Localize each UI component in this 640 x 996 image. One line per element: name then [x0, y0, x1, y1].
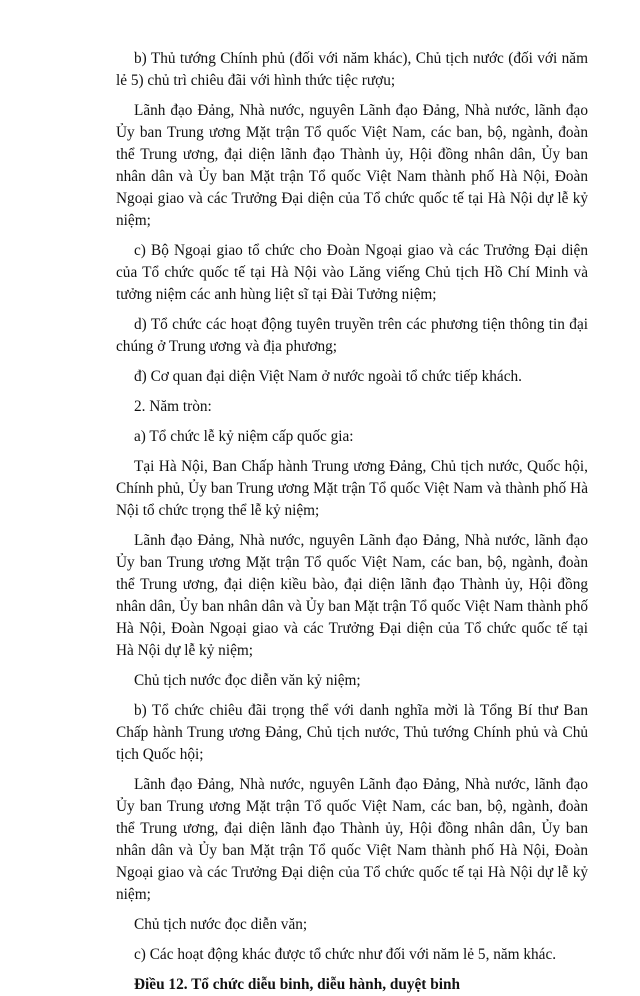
- paragraph: c) Bộ Ngoại giao tổ chức cho Đoàn Ngoại giao và các Trưởng Đại diện của Tổ chức quốc tế tại Hà Nội vào Lăng viếng Chủ tịch Hồ Chí Minh và tưởng niệm các anh hùng liệt sĩ tại Đài Tưởng niệm;: [116, 242, 588, 303]
- paragraph: Lãnh đạo Đảng, Nhà nước, nguyên Lãnh đạo Đảng, Nhà nước, lãnh đạo Ủy ban Trung ương Mặt trận Tổ quốc Việt Nam, các ban, bộ, ngành, đoàn thể Trung ương, đại diện lãnh đạo Thành ủy, Hội đồng nhân dân, Ủy ban nhân dân và Ủy ban Mặt trận Tổ quốc Việt Nam thành phố Hà Nội, Đoàn Ngoại giao và các Trưởng Đại diện của Tổ chức quốc tế tại Hà Nội dự lễ kỷ niệm;: [116, 776, 588, 903]
- article-heading: Điều 12. Tổ chức diễu binh, diễu hành, duyệt binh: [134, 976, 460, 993]
- paragraph: b) Tổ chức chiêu đãi trọng thể với danh nghĩa mời là Tổng Bí thư Ban Chấp hành Trung ương Đảng, Chủ tịch nước, Thủ tướng Chính phủ và Chủ tịch Quốc hội;: [116, 702, 588, 763]
- paragraph: Chủ tịch nước đọc diễn văn kỷ niệm;: [134, 672, 361, 689]
- paragraph: d) Tổ chức các hoạt động tuyên truyền trên các phương tiện thông tin đại chúng ở Trung ương và địa phương;: [116, 316, 588, 355]
- paragraph: Lãnh đạo Đảng, Nhà nước, nguyên Lãnh đạo Đảng, Nhà nước, lãnh đạo Ủy ban Trung ương Mặt trận Tổ quốc Việt Nam, các ban, bộ, ngành, đoàn thể Trung ương, đại diện lãnh đạo Thành ủy, Hội đồng nhân dân, Ủy ban nhân dân và Ủy ban Mặt trận Tổ quốc Việt Nam thành phố Hà Nội, Đoàn Ngoại giao và các Trưởng Đại diện của Tổ chức quốc tế tại Hà Nội dự lễ kỷ niệm;: [116, 102, 588, 229]
- paragraph: b) Thủ tướng Chính phủ (đối với năm khác), Chủ tịch nước (đối với năm lẻ 5) chủ trì chiêu đãi với hình thức tiệc rượu;: [116, 50, 588, 89]
- paragraph: đ) Cơ quan đại diện Việt Nam ở nước ngoài tổ chức tiếp khách.: [134, 368, 522, 385]
- paragraph: a) Tổ chức lễ kỷ niệm cấp quốc gia:: [134, 428, 354, 445]
- paragraph: Lãnh đạo Đảng, Nhà nước, nguyên Lãnh đạo Đảng, Nhà nước, lãnh đạo Ủy ban Trung ương Mặt trận Tổ quốc Việt Nam, các ban, bộ, ngành, đoàn thể Trung ương, đại diện kiều bào, đại diện lãnh đạo Thành ủy, Hội đồng nhân dân, Ủy ban nhân dân và Ủy ban Mặt trận Tổ quốc Việt Nam thành phố Hà Nội, Đoàn Ngoại giao và các Trưởng Đại diện của Tổ chức quốc tế tại Hà Nội dự lễ kỷ niệm;: [116, 532, 588, 659]
- paragraph: Tại Hà Nội, Ban Chấp hành Trung ương Đảng, Chủ tịch nước, Quốc hội, Chính phủ, Ủy ban Trung ương Mặt trận Tổ quốc Việt Nam và thành phố Hà Nội tổ chức trọng thể lễ kỷ niệm;: [116, 458, 588, 519]
- paragraph: c) Các hoạt động khác được tổ chức như đối với năm lẻ 5, năm khác.: [134, 946, 557, 963]
- section-label: 2. Năm tròn:: [134, 398, 212, 415]
- paragraph: Chủ tịch nước đọc diễn văn;: [134, 916, 308, 933]
